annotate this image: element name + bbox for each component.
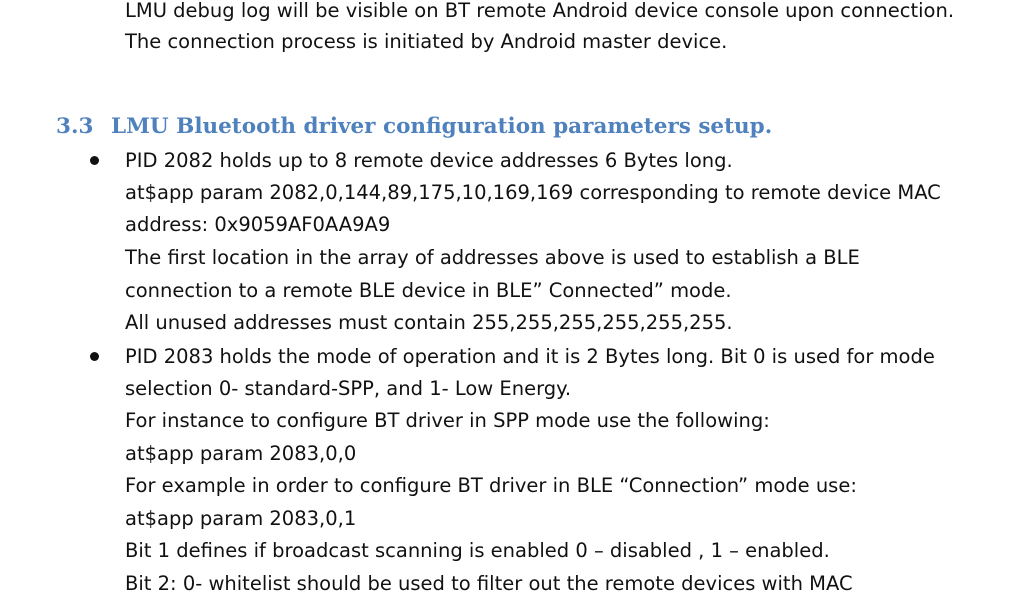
bullet-icon: [90, 156, 99, 165]
section-title: LMU Bluetooth driver configuration parameters setup.: [111, 114, 773, 139]
intro-line: The connection process is initiated by Android master device.: [125, 30, 728, 53]
bullet2-line: selection 0- standard-SPP, and 1- Low Energy.: [125, 377, 572, 400]
bullet2-line: For instance to configure BT driver in SPP mode use the following:: [125, 409, 770, 432]
bullet2-line: Bit 2: 0- whitelist should be used to filter out the remote devices with MAC: [125, 572, 853, 595]
bullet2-line: Bit 1 defines if broadcast scanning is enabled 0 – disabled , 1 – enabled.: [125, 539, 830, 562]
bullet1-line: address: 0x9059AF0AA9A9: [125, 213, 391, 236]
bullet1-line: PID 2082 holds up to 8 remote device addresses 6 Bytes long.: [125, 149, 733, 172]
bullet2-line: at$app param 2083,0,1: [125, 507, 357, 530]
section-number: 3.3: [56, 114, 94, 139]
bullet1-line: at$app param 2082,0,144,89,175,10,169,169 corresponding to remote device MAC: [125, 181, 941, 204]
section-heading: [56, 111, 772, 143]
bullet2-line: at$app param 2083,0,0: [125, 442, 357, 465]
bullet2-line: For example in order to configure BT driver in BLE “Connection” mode use:: [125, 474, 857, 497]
bullet1-line: All unused addresses must contain 255,255,255,255,255,255.: [125, 311, 733, 334]
bullet1-line: connection to a remote BLE device in BLE” Connected” mode.: [125, 279, 732, 302]
bullet1-line: The first location in the array of addresses above is used to establish a BLE: [125, 246, 860, 269]
bullet2-line: PID 2083 holds the mode of operation and it is 2 Bytes long. Bit 0 is used for mode: [125, 345, 935, 368]
intro-line: LMU debug log will be visible on BT remote Android device console upon connection.: [125, 0, 955, 22]
bullet-icon: [90, 352, 99, 361]
